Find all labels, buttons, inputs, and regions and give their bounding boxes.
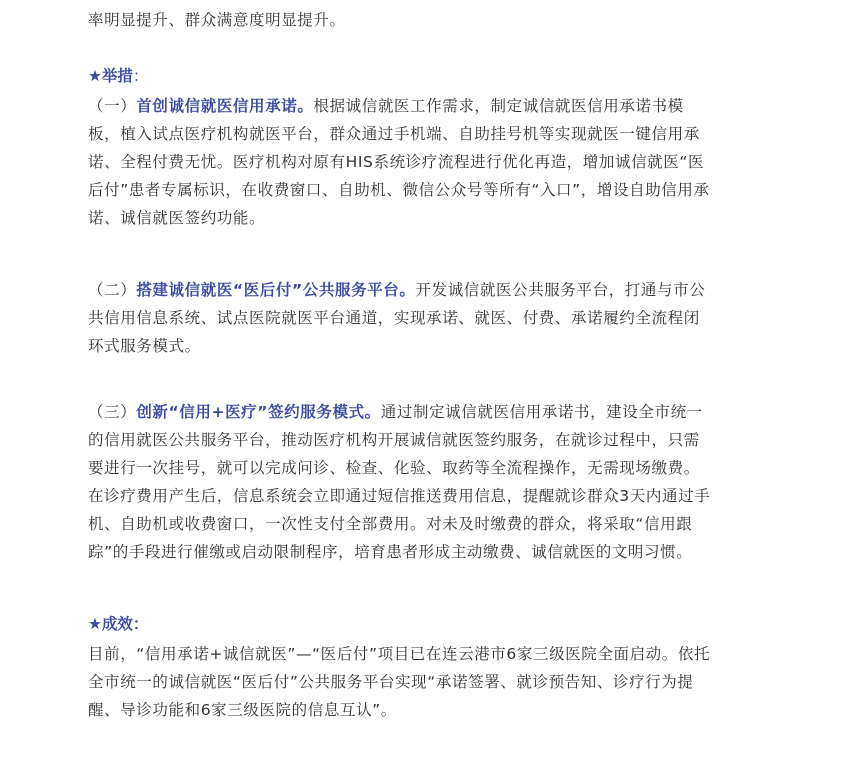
- paragraph-line: [88, 398, 710, 426]
- paragraph-line: 踪”的手段进行催缴或启动限制程序，培育患者形成主动缴费、诚信就医的文明习惯。: [88, 543, 693, 561]
- paragraph-line: 机、自助机或收费窗口，一次性支付全部费用。对未及时缴费的群众，将采取“信用跟: [88, 515, 693, 533]
- results-paragraph: [88, 640, 710, 724]
- measures-heading-text: ★举措: [88, 67, 133, 85]
- paragraph-line: 共信用信息系统、试点医院就医平台通道，实现承诺、就医、付费、承诺履约全流程闭: [88, 309, 700, 327]
- paragraph-line: [88, 92, 710, 120]
- item-text: 开发诚信就医公共服务平台，打通与市公: [415, 281, 706, 299]
- item-prefix: （一）: [88, 97, 137, 115]
- intro-line: [88, 6, 346, 34]
- item-title: 创新“信用+医疗”签约服务模式。: [136, 403, 381, 421]
- measure-item-1: [88, 92, 710, 232]
- intro-text: 率明显提升、群众满意度明显提升。: [88, 11, 346, 29]
- item-title: 搭建诚信就医“医后付”公共服务平台。: [136, 281, 416, 299]
- paragraph-line: 后付”患者专属标识，在收费窗口、自助机、微信公众号等所有“入口”，增设自助信用承: [88, 181, 710, 199]
- results-heading: [88, 610, 148, 638]
- measure-item-2: [88, 276, 705, 360]
- results-heading-text: ★成效：: [88, 615, 149, 633]
- paragraph-line: 醒、导诊功能和6家三级医院的信息互认”。: [88, 701, 397, 719]
- paragraph-line: 在诊疗费用产生后，信息系统会立即通过短信推送费用信息，提醒就诊群众3天内通过手: [88, 487, 711, 505]
- paragraph-line: 目前，“信用承诺+诚信就医”—“医后付”项目已在连云港市6家三级医院全面启动。依托: [88, 645, 711, 663]
- paragraph-line: 板，植入试点医疗机构就医平台，群众通过手机端、自助挂号机等实现就医一键信用承: [88, 125, 700, 143]
- paragraph-line: 要进行一次挂号，就可以完成问诊、检查、化验、取药等全流程操作，无需现场缴费。: [88, 459, 700, 477]
- paragraph-line: 环式服务模式。: [88, 337, 201, 355]
- measure-item-3: [88, 398, 710, 566]
- item-prefix: （三）: [88, 403, 137, 421]
- item-title: 首创诚信就医信用承诺。: [136, 97, 314, 115]
- paragraph-line: 的信用就医公共服务平台，推动医疗机构开展诚信就医签约服务，在就诊过程中，只需: [88, 431, 700, 449]
- paragraph-line: 诺、诚信就医签约功能。: [88, 209, 266, 227]
- item-prefix: （二）: [88, 281, 137, 299]
- measures-heading: [88, 62, 148, 90]
- paragraph-line: [88, 276, 705, 304]
- measures-heading-colon: ：: [132, 67, 149, 85]
- paragraph-line: 诺、全程付费无忧。医疗机构对原有HIS系统诊疗流程进行优化再造，增加诚信就医“医: [88, 153, 705, 171]
- paragraph-line: 全市统一的诚信就医“医后付”公共服务平台实现“承诺签署、就诊预告知、诊疗行为提: [88, 673, 694, 691]
- item-text: 通过制定诚信就医信用承诺书，建设全市统一: [380, 403, 703, 421]
- item-text: 根据诚信就医工作需求，制定诚信就医信用承诺书模: [313, 97, 684, 115]
